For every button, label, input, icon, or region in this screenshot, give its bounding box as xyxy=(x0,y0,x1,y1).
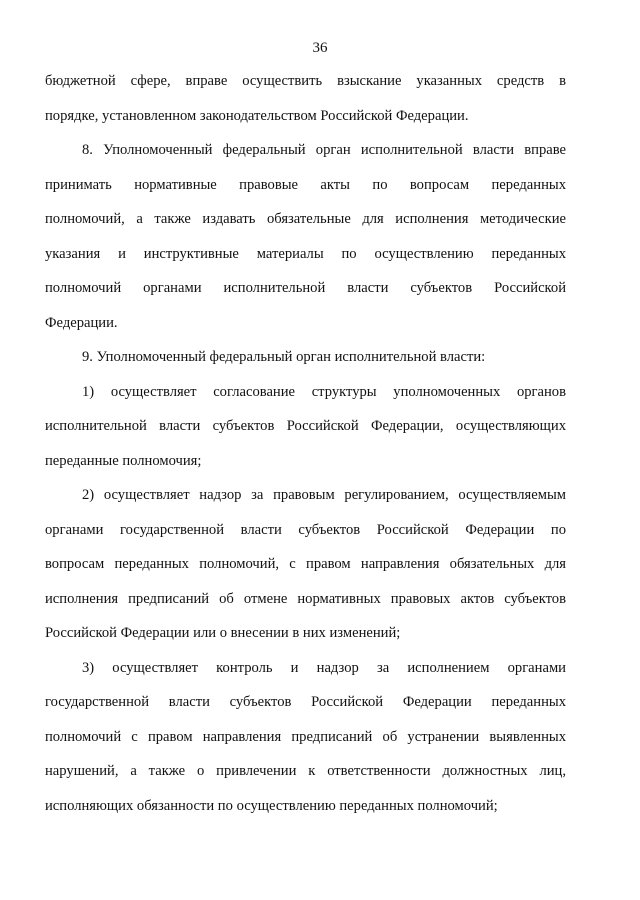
text-line: бюджетной сфере, вправе осуществить взыскание указанных средств в xyxy=(45,73,566,89)
text-line: исполняющих обязанности по осуществлению переданных полномочий; xyxy=(45,797,498,814)
text-line: Российской Федерации или о внесении в них изменений; xyxy=(45,625,401,641)
text-line: 8. Уполномоченный федеральный орган исполнительной власти вправе xyxy=(82,142,566,158)
text-line: полномочий с правом направления предписаний об устранении выявленных xyxy=(45,728,566,745)
text-line: Федерации. xyxy=(45,314,118,331)
text-line: государственной власти субъектов Российской Федерации переданных xyxy=(45,694,566,710)
text-line: исполнения предписаний об отмене нормативных правовых актов субъектов xyxy=(45,590,566,607)
text-line: полномочий органами исполнительной власти субъектов Российской xyxy=(45,280,566,296)
text-line: нарушений, а также о привлечении к ответственности должностных лиц, xyxy=(45,763,566,779)
text-line: принимать нормативные правовые акты по вопросам переданных xyxy=(45,176,566,193)
page-number: 36 xyxy=(312,40,328,56)
text-line: указания и инструктивные материалы по осуществлению переданных xyxy=(45,245,566,262)
document-body xyxy=(45,64,566,823)
text-line: 2) осуществляет надзор за правовым регулированием, осуществляемым xyxy=(82,487,566,503)
text-line: 9. Уполномоченный федеральный орган исполнительной власти: xyxy=(82,349,486,365)
text-line: вопросам переданных полномочий, с правом направления обязательных для xyxy=(45,556,566,572)
text-line: 3) осуществляет контроль и надзор за исполнением органами xyxy=(82,659,566,676)
text-line: исполнительной власти субъектов Российской Федерации, осуществляющих xyxy=(45,418,566,434)
text-line: переданные полномочия; xyxy=(45,452,202,469)
text-line: порядке, установленном законодательством Российской Федерации. xyxy=(45,107,469,124)
text-line: органами государственной власти субъектов Российской Федерации по xyxy=(45,521,566,538)
text-line: 1) осуществляет согласование структуры уполномоченных органов xyxy=(82,383,566,400)
text-line: полномочий, а также издавать обязательные для исполнения методические xyxy=(45,211,566,227)
